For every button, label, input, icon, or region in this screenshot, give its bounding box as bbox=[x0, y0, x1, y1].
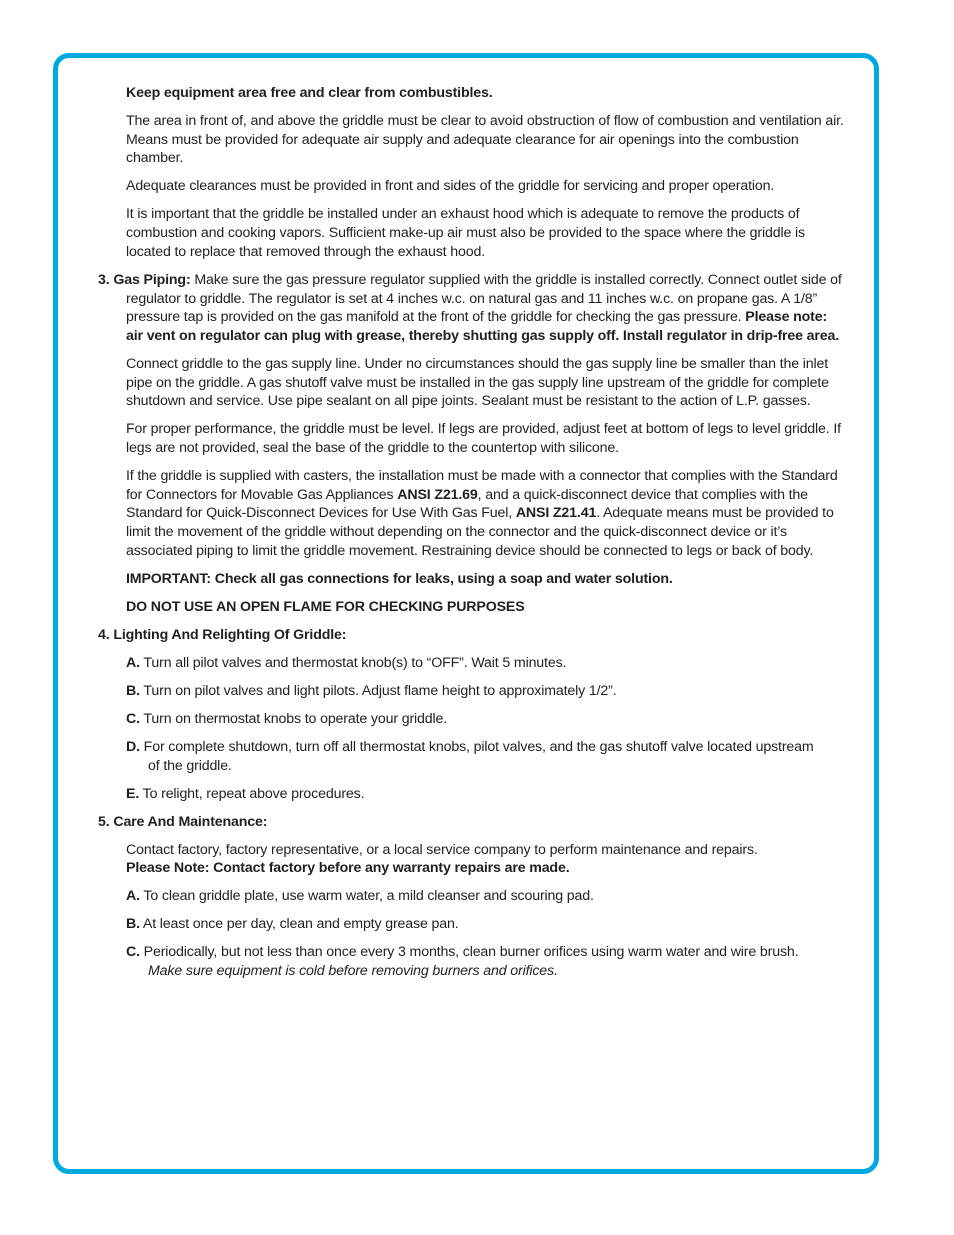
care-step bbox=[126, 915, 826, 934]
section-heading: Care And Maintenance: bbox=[113, 813, 268, 830]
lighting-step bbox=[126, 785, 826, 804]
step-text: At least once per day, clean and empty grease pan. bbox=[139, 916, 459, 933]
combustibles-heading: Keep equipment area free and clear from combustibles. bbox=[126, 85, 493, 101]
step-letter: C. bbox=[126, 710, 140, 727]
casters-text-a: If the griddle is supplied with casters, the installation must be made with a connector that complies with the Standard for Connectors for Movable Gas Appliances bbox=[126, 468, 838, 503]
ansi-standard-2: ANSI Z21.41 bbox=[515, 505, 597, 522]
section-number: 5. bbox=[98, 813, 110, 830]
important-leak-check: IMPORTANT: Check all gas connections for leaks, using a soap and water solution. bbox=[126, 570, 673, 587]
care-step bbox=[126, 943, 826, 980]
intro-paragraph-3: It is important that the griddle be installed under an exhaust hood which is adequate to remove the products of combustion and cooking vapors. Sufficient make-up air must also be provided to the space where the griddle is located to replace that removed through the exhaust hood. bbox=[126, 206, 805, 260]
lighting-step bbox=[126, 710, 826, 729]
intro-paragraph-2: Adequate clearances must be provided in front and sides of the griddle for servicing and proper operation. bbox=[126, 178, 775, 195]
step-text: For complete shutdown, turn off all thermostat knobs, pilot valves, and the gas shutoff valve located upstream of the griddle. bbox=[139, 738, 814, 774]
step-text: Turn all pilot valves and thermostat knob(s) to “OFF”. Wait 5 minutes. bbox=[139, 654, 567, 671]
intro-paragraph-1: The area in front of, and above the griddle must be clear to avoid obstruction of flow of combustion and ventilation air. Means must be provided for adequate air supply and adequate clearance for air openings into the combustion chamber. bbox=[126, 113, 844, 167]
document-body bbox=[0, 84, 954, 990]
lighting-step bbox=[126, 738, 826, 775]
casters-text-c: . Adequate means must be provided to limit the movement of the griddle without depending on the connector and the quick-disconnect device or it’s associated piping to limit the griddle movement. Restraining device should be connected to legs or back of body. bbox=[126, 505, 834, 559]
gas-supply-paragraph: Connect griddle to the gas supply line. Under no circumstances should the gas supply line be smaller than the inlet pipe on the griddle. A gas shutoff valve must be installed in the gas supply line upstream of the griddle for complete shutdown and service. Use pipe sealant on all pipe joints. Sealant must be resistant to the action of L.P. gasses. bbox=[126, 355, 829, 410]
step-text: Turn on thermostat knobs to operate your griddle. bbox=[139, 710, 448, 727]
step-letter: B. bbox=[126, 682, 140, 699]
section-number: 3. bbox=[98, 271, 110, 288]
open-flame-warning: DO NOT USE AN OPEN FLAME FOR CHECKING PURPOSES bbox=[126, 598, 525, 615]
section-4-lighting bbox=[98, 626, 844, 645]
step-text: Periodically, but not less than once every 3 months, clean burner orifices using warm water and wire brush. bbox=[139, 944, 799, 961]
casters-paragraph bbox=[126, 467, 846, 561]
section-text: Make sure the gas pressure regulator supplied with the griddle is installed correctly. Connect outlet side of regulator to griddle. The regulator is set at 4 inches w.c. on natural gas and 11 inches w.c. on propane gas. A 1/8” pressure tap is provided on the gas manifold at the front of the griddle for checking the gas pressure. bbox=[126, 271, 842, 326]
step-text: To clean griddle plate, use warm water, a mild cleanser and scouring pad. bbox=[139, 888, 594, 905]
section-5-care bbox=[98, 813, 844, 832]
step-text: Turn on pilot valves and light pilots. Adjust flame height to approximately 1/2”. bbox=[139, 682, 617, 699]
section-3-gas-piping bbox=[98, 271, 844, 346]
casters-text-b: , and a quick-disconnect device that complies with the Standard for Quick-Disconnect Devices for Use With Gas Fuel, bbox=[126, 486, 808, 522]
step-letter: C. bbox=[126, 944, 140, 961]
ansi-standard-1: ANSI Z21.69 bbox=[397, 486, 478, 503]
lighting-step bbox=[126, 654, 826, 673]
maintenance-text: Contact factory, factory representative, or a local service company to perform maintenance and repairs. bbox=[126, 841, 758, 858]
step-letter: A. bbox=[126, 888, 140, 905]
leveling-paragraph: For proper performance, the griddle must be level. If legs are provided, adjust feet at bottom of legs to level griddle. If legs are not provided, seal the base of the griddle to the countertop with silicone. bbox=[126, 421, 841, 457]
step-text: To relight, repeat above procedures. bbox=[139, 785, 365, 802]
care-step bbox=[126, 887, 826, 906]
regulator-note: Please note: air vent on regulator can plug with grease, thereby shutting gas supply off. Install regulator in drip-free area. bbox=[126, 309, 840, 344]
section-number: 4. bbox=[98, 626, 110, 643]
step-letter: D. bbox=[126, 738, 140, 755]
cold-equipment-note: Make sure equipment is cold before removing burners and orifices. bbox=[148, 962, 558, 979]
warranty-note: Please Note: Contact factory before any warranty repairs are made. bbox=[126, 860, 570, 877]
maintenance-paragraph bbox=[126, 841, 846, 878]
section-heading: Gas Piping: bbox=[113, 271, 191, 288]
step-letter: B. bbox=[126, 916, 140, 933]
step-letter: E. bbox=[126, 785, 140, 802]
lighting-step bbox=[126, 682, 826, 701]
section-heading: Lighting And Relighting Of Griddle: bbox=[113, 626, 347, 643]
step-letter: A. bbox=[126, 654, 140, 671]
